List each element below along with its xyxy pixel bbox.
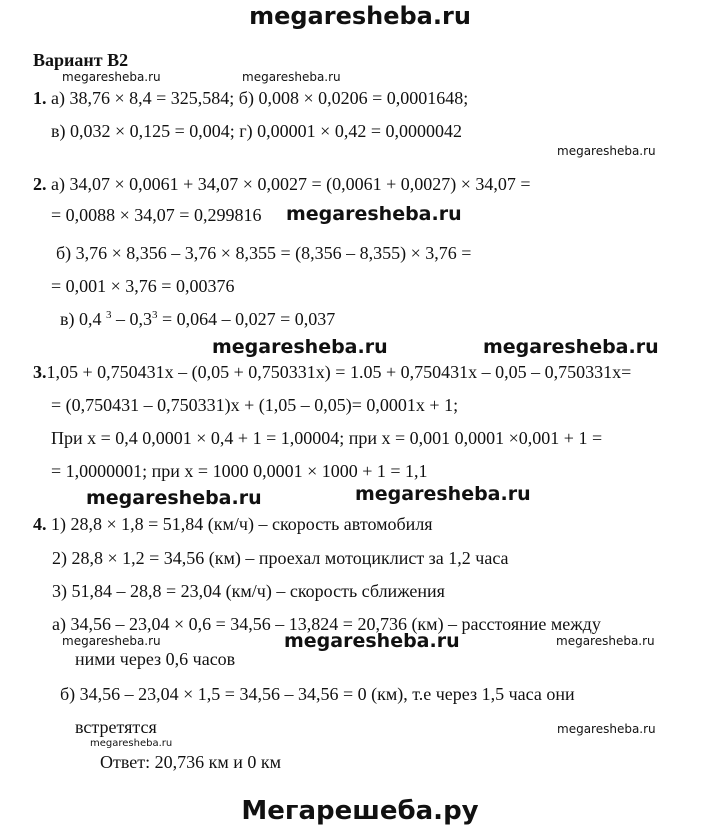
watermark: megaresheba.ru [212, 336, 388, 358]
site-header-brand: megaresheba.ru [249, 2, 471, 30]
task4-line7: встретятся [75, 717, 157, 737]
task1-line1-text: а) 38,76 × 8,4 = 325,584; б) 0,008 × 0,0206 = 0,0001648; [46, 88, 469, 108]
watermark: megaresheba.ru [355, 483, 531, 505]
task2-line5 [60, 309, 335, 330]
site-footer-brand: Мегарешеба.ру [241, 796, 479, 826]
watermark: megaresheba.ru [557, 144, 656, 158]
watermark: megaresheba.ru [90, 738, 173, 749]
watermark: megaresheba.ru [284, 630, 460, 652]
watermark: megaresheba.ru [62, 70, 161, 84]
watermark: megaresheba.ru [557, 722, 656, 736]
task2-line5-c: = 0,064 – 0,027 = 0,037 [157, 309, 336, 329]
task3-line3: При x = 0,4 0,0001 × 0,4 + 1 = 1,00004; при x = 0,001 0,0001 ×0,001 + 1 = [51, 428, 603, 448]
watermark: megaresheba.ru [242, 70, 341, 84]
task3-line2: = (0,750431 – 0,750331)x + (1,05 – 0,05)= 0,0001x + 1; [51, 395, 459, 415]
task2-line5-a: в) 0,4 [60, 309, 106, 329]
variant-title: Вариант В2 [33, 50, 129, 70]
task3-line4: = 1,0000001; при x = 1000 0,0001 × 1000 + 1 = 1,1 [51, 461, 428, 481]
watermark: megaresheba.ru [556, 634, 655, 648]
watermark: megaresheba.ru [62, 634, 161, 648]
task1-line2: в) 0,032 × 0,125 = 0,004; г) 0,00001 × 0,42 = 0,0000042 [51, 121, 462, 141]
task2-line4: = 0,001 × 3,76 = 0,00376 [51, 276, 235, 296]
watermark: megaresheba.ru [286, 203, 462, 225]
task3-number: 3. [33, 362, 47, 382]
task4-line4: а) 34,56 – 23,04 × 0,6 = 34,56 – 13,824 = 20,736 (км) – расстояние между [52, 614, 601, 634]
task2-line5-exp1: 3 [106, 309, 112, 321]
task2-number: 2. [33, 174, 47, 194]
task2-line1-text: а) 34,07 × 0,0061 + 34,07 × 0,0027 = (0,0061 + 0,0027) × 34,07 = [46, 174, 531, 194]
task4-line2: 2) 28,8 × 1,2 = 34,56 (км) – проехал мотоциклист за 1,2 часа [52, 548, 509, 568]
task2-line5-b: – 0,3 [111, 309, 152, 329]
watermark: megaresheba.ru [483, 336, 659, 358]
task4-answer: Ответ: 20,736 км и 0 км [100, 752, 282, 772]
task3-line1-text: 1,05 + 0,750431x – (0,05 + 0,750331x) = 1.05 + 0,750431x – 0,05 – 0,750331x= [46, 362, 632, 382]
task4-line6: б) 34,56 – 23,04 × 1,5 = 34,56 – 34,56 = 0 (км), т.е через 1,5 часа они [60, 684, 575, 704]
task4-line1 [33, 514, 433, 535]
task4-line5: ними через 0,6 часов [75, 649, 236, 669]
task2-line5-exp2: 3 [152, 309, 158, 321]
watermark: megaresheba.ru [86, 487, 262, 509]
task1-line1 [33, 88, 468, 109]
task1-number: 1. [33, 88, 47, 108]
task3-line1 [33, 362, 631, 383]
task2-line1 [33, 174, 531, 195]
task2-line2: = 0,0088 × 34,07 = 0,299816 [51, 205, 262, 225]
task2-line3: б) 3,76 × 8,356 – 3,76 × 8,355 = (8,356 – 8,355) × 3,76 = [56, 243, 472, 263]
task4-number: 4. [33, 514, 47, 534]
task4-line3: 3) 51,84 – 28,8 = 23,04 (км/ч) – скорость сближения [52, 581, 445, 601]
task4-line1-text: 1) 28,8 × 1,8 = 51,84 (км/ч) – скорость автомобиля [46, 514, 433, 534]
